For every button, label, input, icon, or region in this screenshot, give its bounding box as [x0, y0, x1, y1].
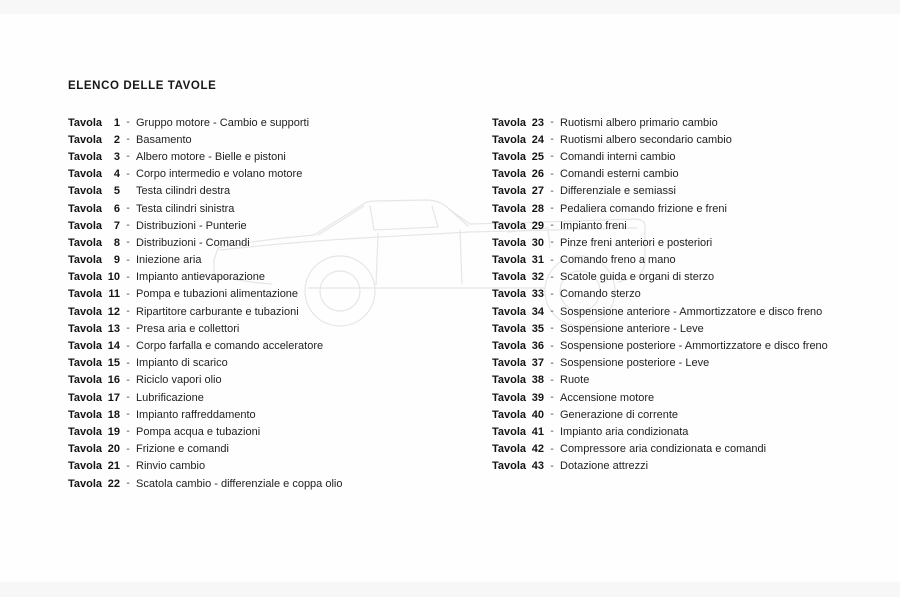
row-number: 26	[531, 168, 544, 181]
row-number: 12	[107, 305, 120, 318]
table-row	[68, 441, 458, 458]
row-description: Impianto antievaporazione	[136, 271, 266, 284]
table-row	[68, 131, 458, 148]
row-description: Comando sterzo	[560, 288, 641, 301]
table-row	[68, 148, 458, 165]
row-number: 6	[113, 202, 120, 215]
row-number: 23	[531, 116, 544, 129]
table-row	[492, 234, 892, 251]
tavole-column-right	[492, 114, 892, 475]
row-separator: -	[126, 220, 130, 232]
table-row	[492, 252, 892, 269]
row-separator: -	[550, 340, 554, 352]
table-row	[492, 355, 892, 372]
row-number: 40	[531, 408, 544, 421]
row-label: Tavola	[492, 305, 527, 318]
table-row	[68, 234, 458, 251]
row-label: Tavola	[68, 460, 103, 473]
table-row	[492, 458, 892, 475]
row-description: Rinvio cambio	[136, 460, 206, 473]
row-label: Tavola	[68, 271, 103, 284]
row-label: Tavola	[68, 391, 103, 404]
row-number: 33	[531, 288, 544, 301]
row-label: Tavola	[68, 288, 103, 301]
table-row	[68, 200, 458, 217]
row-separator: -	[550, 254, 554, 266]
row-description: Differenziale e semiassi	[560, 185, 676, 198]
row-label: Tavola	[68, 408, 103, 421]
row-number: 37	[531, 357, 544, 370]
row-label: Tavola	[492, 185, 527, 198]
table-row	[492, 114, 892, 131]
table-row	[492, 200, 892, 217]
row-number: 15	[107, 357, 120, 370]
row-number: 27	[531, 185, 544, 198]
row-description: Ruotismi albero secondario cambio	[560, 133, 732, 146]
row-number: 14	[107, 340, 120, 353]
page-title: ELENCO DELLE TAVOLE	[68, 80, 217, 92]
row-description: Ripartitore carburante e tubazioni	[136, 305, 299, 318]
row-label: Tavola	[68, 425, 103, 438]
row-label: Tavola	[68, 254, 103, 267]
row-separator: -	[550, 460, 554, 472]
row-number: 18	[107, 408, 120, 421]
row-description: Albero motore - Bielle e pistoni	[136, 150, 286, 163]
row-description: Pedaliera comando frizione e freni	[560, 202, 727, 215]
row-separator: -	[126, 340, 130, 352]
row-separator: -	[550, 409, 554, 421]
row-description: Testa cilindri destra	[136, 185, 231, 198]
row-number: 19	[107, 425, 120, 438]
row-number: 21	[107, 460, 120, 473]
table-row	[492, 337, 892, 354]
row-number: 43	[531, 460, 544, 473]
row-description: Riciclo vapori olio	[136, 374, 222, 387]
row-description: Accensione motore	[560, 391, 655, 404]
table-row	[68, 217, 458, 234]
row-description: Impianto freni	[560, 219, 627, 232]
row-description: Comandi esterni cambio	[560, 168, 679, 181]
row-number: 4	[113, 168, 120, 181]
row-description: Presa aria e collettori	[136, 322, 240, 335]
row-description: Corpo intermedio e volano motore	[136, 168, 303, 181]
row-separator: -	[126, 426, 130, 438]
row-label: Tavola	[68, 150, 103, 163]
row-separator: -	[126, 134, 130, 146]
row-label: Tavola	[492, 254, 527, 267]
table-row	[492, 131, 892, 148]
row-description: Impianto di scarico	[136, 357, 228, 370]
row-number: 41	[531, 425, 544, 438]
row-label: Tavola	[492, 443, 527, 456]
row-description: Sospensione posteriore - Leve	[560, 357, 710, 370]
table-row	[68, 166, 458, 183]
row-description: Iniezione aria	[136, 254, 202, 267]
row-number: 20	[107, 443, 120, 456]
table-row	[492, 320, 892, 337]
row-number: 29	[531, 219, 544, 232]
row-description: Generazione di corrente	[560, 408, 679, 421]
row-separator: -	[550, 237, 554, 249]
table-row	[492, 269, 892, 286]
row-label: Tavola	[68, 340, 103, 353]
table-row	[68, 269, 458, 286]
table-row	[492, 148, 892, 165]
row-separator: -	[126, 288, 130, 300]
row-label: Tavola	[492, 408, 527, 421]
row-separator: -	[550, 203, 554, 215]
row-number: 31	[531, 254, 544, 267]
row-label: Tavola	[68, 357, 103, 370]
row-description: Compressore aria condizionata e comandi	[560, 443, 767, 456]
table-row	[68, 406, 458, 423]
row-description: Scatole guida e organi di sterzo	[560, 271, 715, 284]
row-separator: -	[126, 306, 130, 318]
row-separator: -	[550, 117, 554, 129]
table-row	[68, 252, 458, 269]
row-separator: -	[550, 443, 554, 455]
row-separator: -	[126, 443, 130, 455]
row-separator: -	[126, 357, 130, 369]
row-number: 8	[113, 236, 120, 249]
row-number: 35	[531, 322, 544, 335]
row-description: Pinze freni anteriori e posteriori	[560, 236, 713, 249]
row-separator: -	[126, 478, 130, 490]
row-label: Tavola	[68, 168, 103, 181]
row-separator: -	[126, 237, 130, 249]
row-label: Tavola	[492, 133, 527, 146]
row-label: Tavola	[492, 202, 527, 215]
row-description: Ruotismi albero primario cambio	[560, 116, 718, 129]
row-description: Dotazione attrezzi	[560, 460, 649, 473]
row-label: Tavola	[492, 219, 527, 232]
row-label: Tavola	[492, 271, 527, 284]
row-description: Pompa acqua e tubazioni	[136, 425, 261, 438]
row-separator: -	[550, 374, 554, 386]
table-row	[492, 303, 892, 320]
tavole-column-left	[68, 114, 458, 492]
catalog-page	[0, 14, 900, 582]
row-label: Tavola	[492, 288, 527, 301]
row-label: Tavola	[492, 150, 527, 163]
row-number: 7	[113, 219, 120, 232]
row-label: Tavola	[68, 322, 103, 335]
row-description: Distribuzioni - Punterie	[136, 219, 247, 232]
table-row	[492, 372, 892, 389]
row-label: Tavola	[68, 202, 103, 215]
row-description: Gruppo motore - Cambio e supporti	[136, 116, 310, 129]
row-description: Lubrificazione	[136, 391, 204, 404]
row-separator: -	[550, 426, 554, 438]
row-label: Tavola	[68, 133, 103, 146]
row-separator: -	[126, 392, 130, 404]
row-separator: -	[550, 134, 554, 146]
table-row	[68, 423, 458, 440]
table-row	[68, 114, 458, 131]
row-number: 1	[113, 116, 120, 129]
row-separator: -	[126, 460, 130, 472]
row-number: 10	[107, 271, 120, 284]
row-description: Frizione e comandi	[136, 443, 229, 456]
row-label: Tavola	[492, 425, 527, 438]
row-label: Tavola	[68, 185, 103, 198]
row-description: Sospensione posteriore - Ammortizzatore e disco freno	[560, 340, 828, 353]
row-number: 16	[107, 374, 120, 387]
row-separator: -	[550, 185, 554, 197]
table-row	[492, 423, 892, 440]
row-label: Tavola	[492, 168, 527, 181]
table-row	[68, 183, 458, 200]
row-description: Pompa e tubazioni alimentazione	[136, 288, 299, 301]
row-separator: -	[550, 392, 554, 404]
row-number: 32	[531, 271, 544, 284]
table-row	[68, 372, 458, 389]
row-number: 28	[531, 202, 544, 215]
row-separator: -	[550, 220, 554, 232]
row-number: 2	[113, 133, 120, 146]
row-description: Basamento	[136, 133, 192, 146]
row-description: Corpo farfalla e comando acceleratore	[136, 340, 324, 353]
row-number: 42	[531, 443, 544, 456]
table-row	[68, 286, 458, 303]
row-number: 38	[531, 374, 544, 387]
table-row	[492, 389, 892, 406]
row-separator: -	[126, 254, 130, 266]
row-description: Impianto aria condizionata	[560, 425, 689, 438]
row-separator: -	[550, 306, 554, 318]
row-label: Tavola	[492, 374, 527, 387]
row-number: 30	[531, 236, 544, 249]
row-separator: -	[126, 168, 130, 180]
row-label: Tavola	[68, 219, 103, 232]
row-label: Tavola	[492, 391, 527, 404]
row-description: Sospensione anteriore - Leve	[560, 322, 704, 335]
row-label: Tavola	[492, 340, 527, 353]
table-row	[492, 286, 892, 303]
row-number: 13	[107, 322, 120, 335]
table-row	[492, 183, 892, 200]
row-number: 24	[531, 133, 544, 146]
table-row	[68, 458, 458, 475]
row-label: Tavola	[492, 236, 527, 249]
table-row	[68, 320, 458, 337]
row-label: Tavola	[68, 305, 103, 318]
row-number: 25	[531, 150, 544, 163]
row-description: Impianto raffreddamento	[136, 408, 256, 421]
row-label: Tavola	[68, 236, 103, 249]
row-separator: -	[126, 374, 130, 386]
row-label: Tavola	[492, 357, 527, 370]
table-row	[492, 166, 892, 183]
row-separator: -	[550, 271, 554, 283]
row-description: Distribuzioni - Comandi	[136, 236, 250, 249]
row-separator: -	[126, 117, 130, 129]
row-separator: -	[550, 357, 554, 369]
row-separator: -	[550, 323, 554, 335]
row-separator: -	[550, 168, 554, 180]
table-row	[68, 303, 458, 320]
row-label: Tavola	[68, 477, 103, 490]
row-description: Comandi interni cambio	[560, 150, 676, 163]
row-separator: -	[126, 151, 130, 163]
row-separator: -	[550, 288, 554, 300]
row-description: Scatola cambio - differenziale e coppa olio	[136, 477, 343, 490]
row-separator: -	[126, 203, 130, 215]
row-separator: -	[126, 271, 130, 283]
row-label: Tavola	[68, 374, 103, 387]
row-description: Ruote	[560, 374, 590, 387]
row-number: 9	[113, 254, 120, 267]
table-row	[68, 389, 458, 406]
table-row	[492, 217, 892, 234]
row-number: 17	[107, 391, 120, 404]
table-row	[68, 475, 458, 492]
table-row	[68, 355, 458, 372]
row-separator: -	[550, 151, 554, 163]
table-row	[68, 337, 458, 354]
row-number: 39	[531, 391, 544, 404]
row-label: Tavola	[492, 460, 527, 473]
row-number: 5	[113, 185, 120, 198]
row-number: 3	[113, 150, 120, 163]
row-number: 34	[531, 305, 544, 318]
row-number: 11	[108, 288, 120, 301]
row-number: 36	[531, 340, 544, 353]
row-separator: -	[126, 323, 130, 335]
row-description: Comando freno a mano	[560, 254, 676, 267]
row-number: 22	[107, 477, 120, 490]
row-description: Sospensione anteriore - Ammortizzatore e disco freno	[560, 305, 823, 318]
row-label: Tavola	[68, 116, 103, 129]
row-description: Testa cilindri sinistra	[136, 202, 235, 215]
row-label: Tavola	[492, 322, 527, 335]
row-label: Tavola	[68, 443, 103, 456]
row-separator: -	[126, 409, 130, 421]
table-row	[492, 406, 892, 423]
row-label: Tavola	[492, 116, 527, 129]
table-row	[492, 441, 892, 458]
